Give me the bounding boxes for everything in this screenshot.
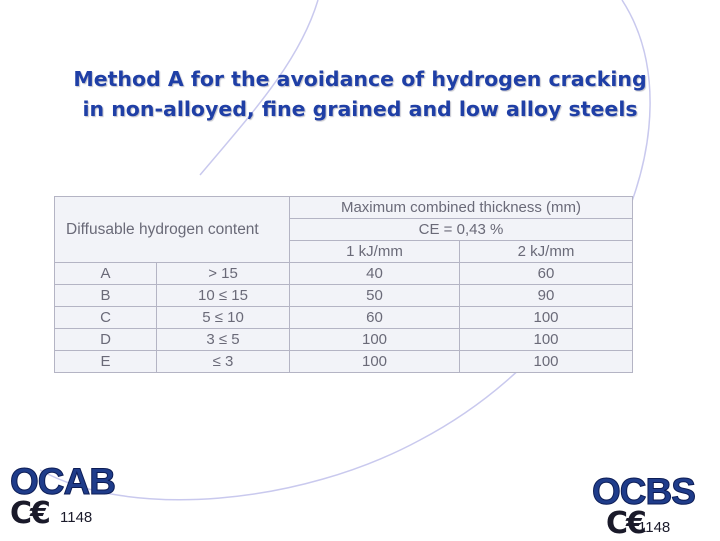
thickness-1kj-cell: 60 — [290, 307, 460, 329]
thickness-2kj-cell: 60 — [460, 263, 633, 285]
table-row — [55, 329, 633, 351]
ce-notified-body-number: 1148 — [60, 509, 93, 526]
hydrogen-range-cell: ≤ 3 — [157, 351, 290, 373]
ocbs-logo-name: OCBS — [592, 471, 695, 512]
thickness-1kj-cell: 100 — [290, 329, 460, 351]
thickness-1kj-cell: 40 — [290, 263, 460, 285]
ce-mark-icon: C€ — [10, 496, 49, 531]
grade-cell: E — [55, 351, 157, 373]
ocbs-logo — [592, 471, 695, 541]
ce-marking — [10, 496, 115, 531]
hydrogen-cracking-table — [54, 196, 633, 373]
thickness-1kj-cell: 100 — [290, 351, 460, 373]
thickness-2kj-cell: 90 — [460, 285, 633, 307]
header-max-thickness: Maximum combined thickness (mm) — [290, 197, 633, 219]
grade-cell: D — [55, 329, 157, 351]
grade-cell: A — [55, 263, 157, 285]
hydrogen-range-cell: 3 ≤ 5 — [157, 329, 290, 351]
ce-mark-icon: C€ — [606, 506, 645, 541]
ce-marking — [592, 506, 695, 541]
ocab-logo-name: OCAB — [10, 461, 115, 502]
table-header-row — [55, 197, 633, 219]
table-row — [55, 307, 633, 329]
thickness-1kj-cell: 50 — [290, 285, 460, 307]
table-row — [55, 285, 633, 307]
ce-notified-body-number: 1148 — [638, 519, 671, 536]
thickness-2kj-cell: 100 — [460, 307, 633, 329]
header-diffusable-hydrogen: Diffusable hydrogen content — [55, 197, 290, 263]
hydrogen-range-cell: 10 ≤ 15 — [157, 285, 290, 307]
slide-title — [20, 64, 700, 124]
hydrogen-range-cell: > 15 — [157, 263, 290, 285]
header-heat-input-1: 1 kJ/mm — [290, 241, 460, 263]
slide-title-line-1: Method A for the avoidance of hydrogen cracking — [73, 67, 647, 91]
header-heat-input-2: 2 kJ/mm — [460, 241, 633, 263]
header-carbon-equivalent: CE = 0,43 % — [290, 219, 633, 241]
thickness-2kj-cell: 100 — [460, 329, 633, 351]
hydrogen-range-cell: 5 ≤ 10 — [157, 307, 290, 329]
thickness-2kj-cell: 100 — [460, 351, 633, 373]
table-row — [55, 351, 633, 373]
grade-cell: C — [55, 307, 157, 329]
slide-title-line-2: in non-alloyed, fine grained and low alloy steels — [82, 97, 638, 121]
table-row — [55, 263, 633, 285]
ocab-logo — [10, 461, 115, 531]
grade-cell: B — [55, 285, 157, 307]
